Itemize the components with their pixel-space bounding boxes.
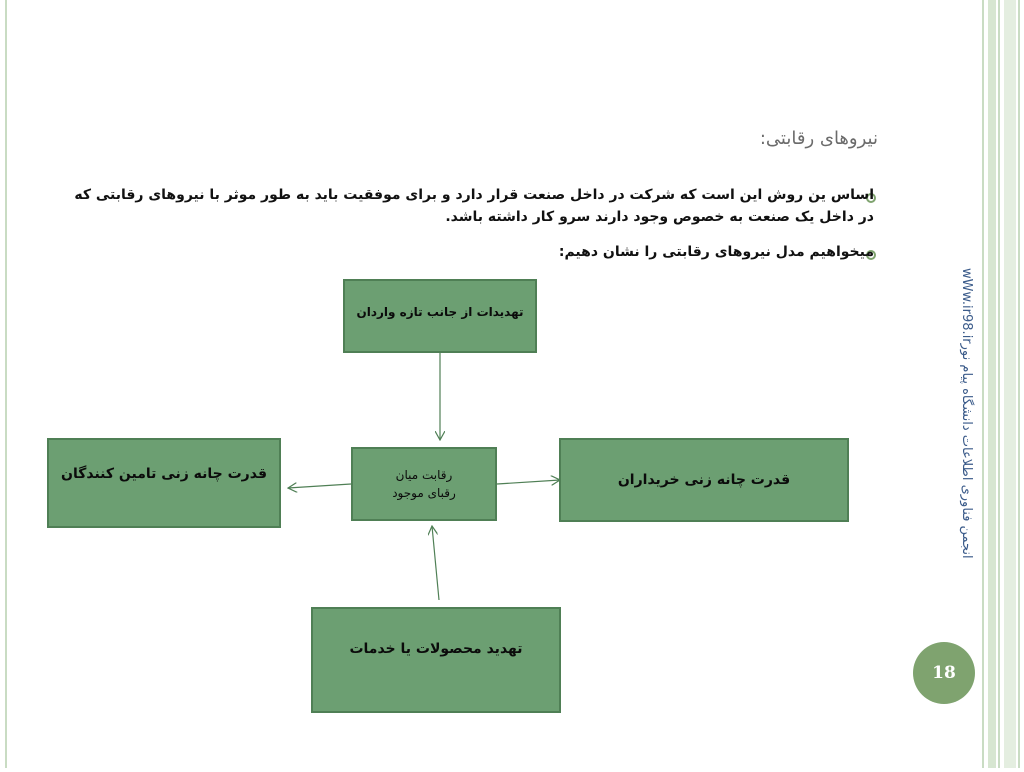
box-substitutes xyxy=(311,607,561,713)
box-rivalry-line1: رقابت میان xyxy=(395,468,453,482)
page-number-badge: 18 xyxy=(913,642,975,704)
arrow-center-to-right xyxy=(497,480,560,484)
box-rivalry xyxy=(351,447,497,521)
box-supplier-power xyxy=(47,438,281,528)
box-buyer-power-label: قدرت چانه زنی خریداران xyxy=(617,472,791,488)
arrow-bottom-to-center xyxy=(432,526,439,600)
box-buyer-power xyxy=(559,438,849,522)
box-substitutes-label: تهدید محصولات یا خدمات xyxy=(349,641,523,657)
box-new-entrants xyxy=(343,279,537,353)
bullet-1: اساس ین روش این است که شرکت در داخل صنعت قرار دارد و برای موفقیت باید به طور موثر با نیروهای رقابتی که در داخل یک صنعت به خصوص وجود دارند سرو کار داشته باشد. xyxy=(74,187,874,225)
arrow-center-to-left xyxy=(288,484,351,488)
box-supplier-power-label: قدرت چانه زنی تامین کنندگان xyxy=(61,466,267,482)
side-watermark-text: wWw.ir98.irانجمن فناوری اطلاعات دانشگاه پیام نور xyxy=(959,268,974,559)
slide-title: نیروهای رقابتی: xyxy=(759,128,878,149)
box-new-entrants-label: تهدیدات از جانب تازه واردان xyxy=(356,305,524,319)
box-rivalry-line2: رقبای موجود xyxy=(392,486,456,500)
bullet-2: میخواهیم مدل نیروهای رقابتی را نشان دهیم: xyxy=(558,244,874,260)
